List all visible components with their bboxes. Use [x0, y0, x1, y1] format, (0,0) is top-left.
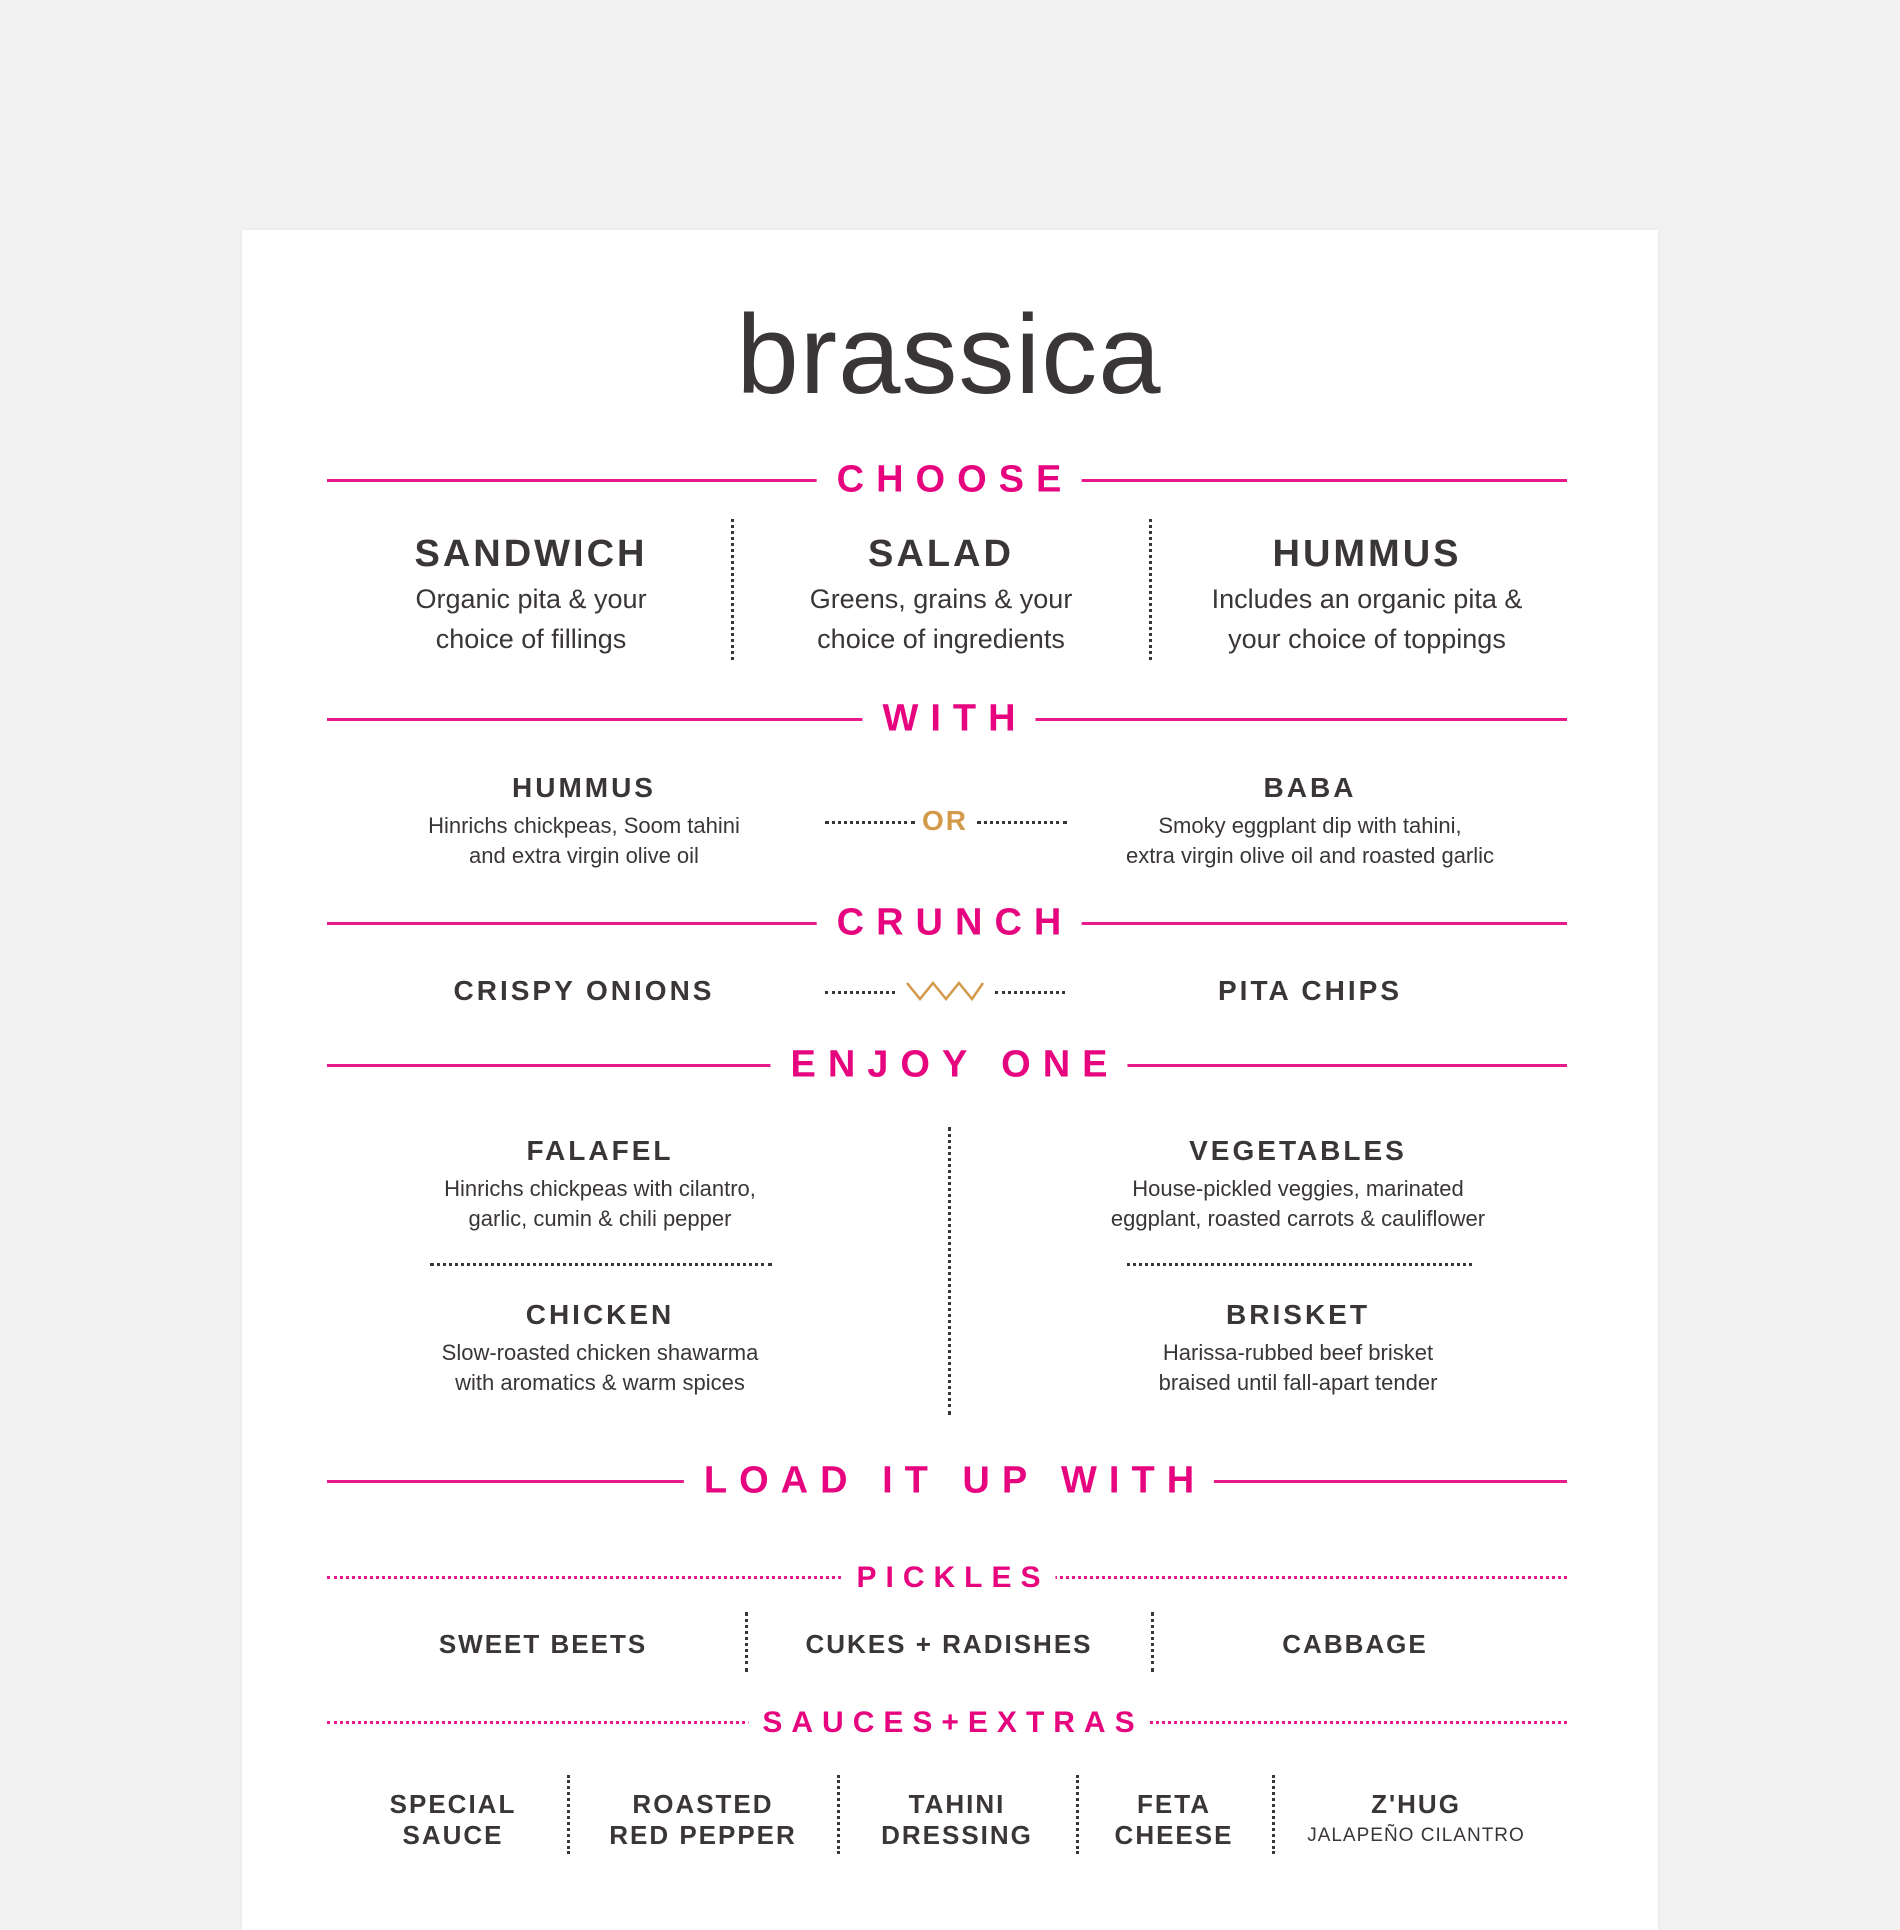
enjoy-falafel-title: FALAFEL — [526, 1135, 674, 1166]
extra-subtitle: JALAPEÑO CILANTRO — [1307, 1825, 1525, 1846]
section-crunch: CRUNCH — [817, 902, 1082, 945]
desc-line: your choice of toppings — [1228, 624, 1506, 654]
choose-sandwich-title: SANDWICH — [414, 533, 648, 575]
pickle-cukes-radishes: CUKES + RADISHES — [805, 1629, 1093, 1659]
crunch-crispy-onions: CRISPY ONIONS — [453, 975, 715, 1006]
extra-line: SAUCE — [402, 1820, 504, 1850]
extra-feta-cheese — [1115, 1789, 1234, 1851]
dotted-divider — [731, 519, 734, 660]
desc-line: Organic pita & your — [415, 584, 647, 614]
desc-line: eggplant, roasted carrots & cauliflower — [1110, 1206, 1486, 1231]
extra-line: ROASTED — [632, 1789, 774, 1819]
enjoy-vegetables-title: VEGETABLES — [1189, 1135, 1407, 1166]
desc-line: Greens, grains & your — [809, 584, 1073, 614]
desc-line: Slow-roasted chicken shawarma — [441, 1340, 759, 1365]
dotted-divider — [567, 1775, 570, 1854]
desc-line: Hinrichs chickpeas, Soom tahini — [428, 813, 740, 838]
desc-line: House-pickled veggies, marinated — [1132, 1176, 1464, 1201]
extra-zhug — [1307, 1789, 1525, 1851]
section-choose: CHOOSE — [817, 459, 1082, 502]
desc-line: Hinrichs chickpeas with cilantro, — [444, 1176, 756, 1201]
enjoy-chicken-title: CHICKEN — [525, 1299, 675, 1330]
with-baba-title: BABA — [1263, 772, 1357, 803]
dotted-divider — [1151, 1612, 1154, 1672]
desc-line: choice of fillings — [435, 624, 627, 654]
desc-line: choice of ingredients — [817, 624, 1065, 654]
extra-roasted-red-pepper — [609, 1789, 797, 1851]
enjoy-chicken-desc — [442, 1338, 759, 1398]
extra-special-sauce — [390, 1789, 517, 1851]
dotted-divider — [948, 1127, 951, 1415]
dotted-rule — [825, 821, 915, 824]
brand-logo: brassica — [736, 292, 1162, 417]
choose-salad-title: SALAD — [868, 533, 1014, 575]
dotted-divider — [1149, 519, 1152, 660]
with-hummus-desc — [428, 811, 740, 871]
zigzag-icon — [905, 980, 985, 1002]
dotted-rule — [977, 821, 1067, 824]
dotted-rule — [1127, 1263, 1472, 1266]
desc-line: Smoky eggplant dip with tahini, — [1158, 813, 1462, 838]
dotted-divider — [1076, 1775, 1079, 1854]
desc-line: and extra virgin olive oil — [469, 843, 699, 868]
dotted-rule — [995, 991, 1065, 994]
with-hummus-title: HUMMUS — [512, 772, 656, 803]
desc-line: Harissa-rubbed beef brisket — [1162, 1340, 1434, 1365]
choose-hummus-title: HUMMUS — [1272, 533, 1462, 575]
pickle-sweet-beets: SWEET BEETS — [438, 1629, 648, 1659]
enjoy-brisket-title: BRISKET — [1226, 1299, 1370, 1330]
choose-salad-desc — [810, 579, 1073, 659]
crunch-pita-chips: PITA CHIPS — [1217, 975, 1403, 1006]
with-baba-desc — [1126, 811, 1494, 871]
desc-line: braised until fall-apart tender — [1158, 1370, 1438, 1395]
extra-line: TAHINI — [908, 1789, 1006, 1819]
extra-line: DRESSING — [881, 1820, 1033, 1850]
enjoy-falafel-desc — [444, 1174, 756, 1234]
extra-line: SPECIAL — [389, 1789, 517, 1819]
enjoy-vegetables-desc — [1111, 1174, 1485, 1234]
dotted-divider — [745, 1612, 748, 1672]
section-with: WITH — [862, 698, 1035, 741]
section-enjoy-one: ENJOY ONE — [770, 1044, 1127, 1087]
desc-line: garlic, cumin & chili pepper — [468, 1206, 732, 1231]
dotted-divider — [837, 1775, 840, 1854]
desc-line: extra virgin olive oil and roasted garlic — [1125, 843, 1495, 868]
extra-tahini-dressing — [881, 1789, 1033, 1851]
extra-line: Z'HUG — [1371, 1789, 1461, 1819]
section-sauces-extras: SAUCES+EXTRAS — [748, 1706, 1149, 1740]
pickle-cabbage: CABBAGE — [1282, 1629, 1428, 1659]
dotted-rule — [825, 991, 895, 994]
dotted-divider — [1272, 1775, 1275, 1854]
extra-line: CHEESE — [1114, 1820, 1234, 1850]
desc-line: Includes an organic pita & — [1211, 584, 1523, 614]
enjoy-brisket-desc — [1159, 1338, 1438, 1398]
section-pickles: PICKLES — [842, 1561, 1055, 1595]
desc-line: with aromatics & warm spices — [455, 1370, 745, 1395]
choose-sandwich-desc — [415, 579, 646, 659]
dotted-rule — [430, 1263, 772, 1266]
section-load-it-up: LOAD IT UP WITH — [684, 1460, 1214, 1503]
extra-line: RED PEPPER — [609, 1820, 797, 1850]
or-label: OR — [922, 805, 968, 836]
extra-line: FETA — [1137, 1789, 1211, 1819]
choose-hummus-desc — [1212, 579, 1523, 659]
